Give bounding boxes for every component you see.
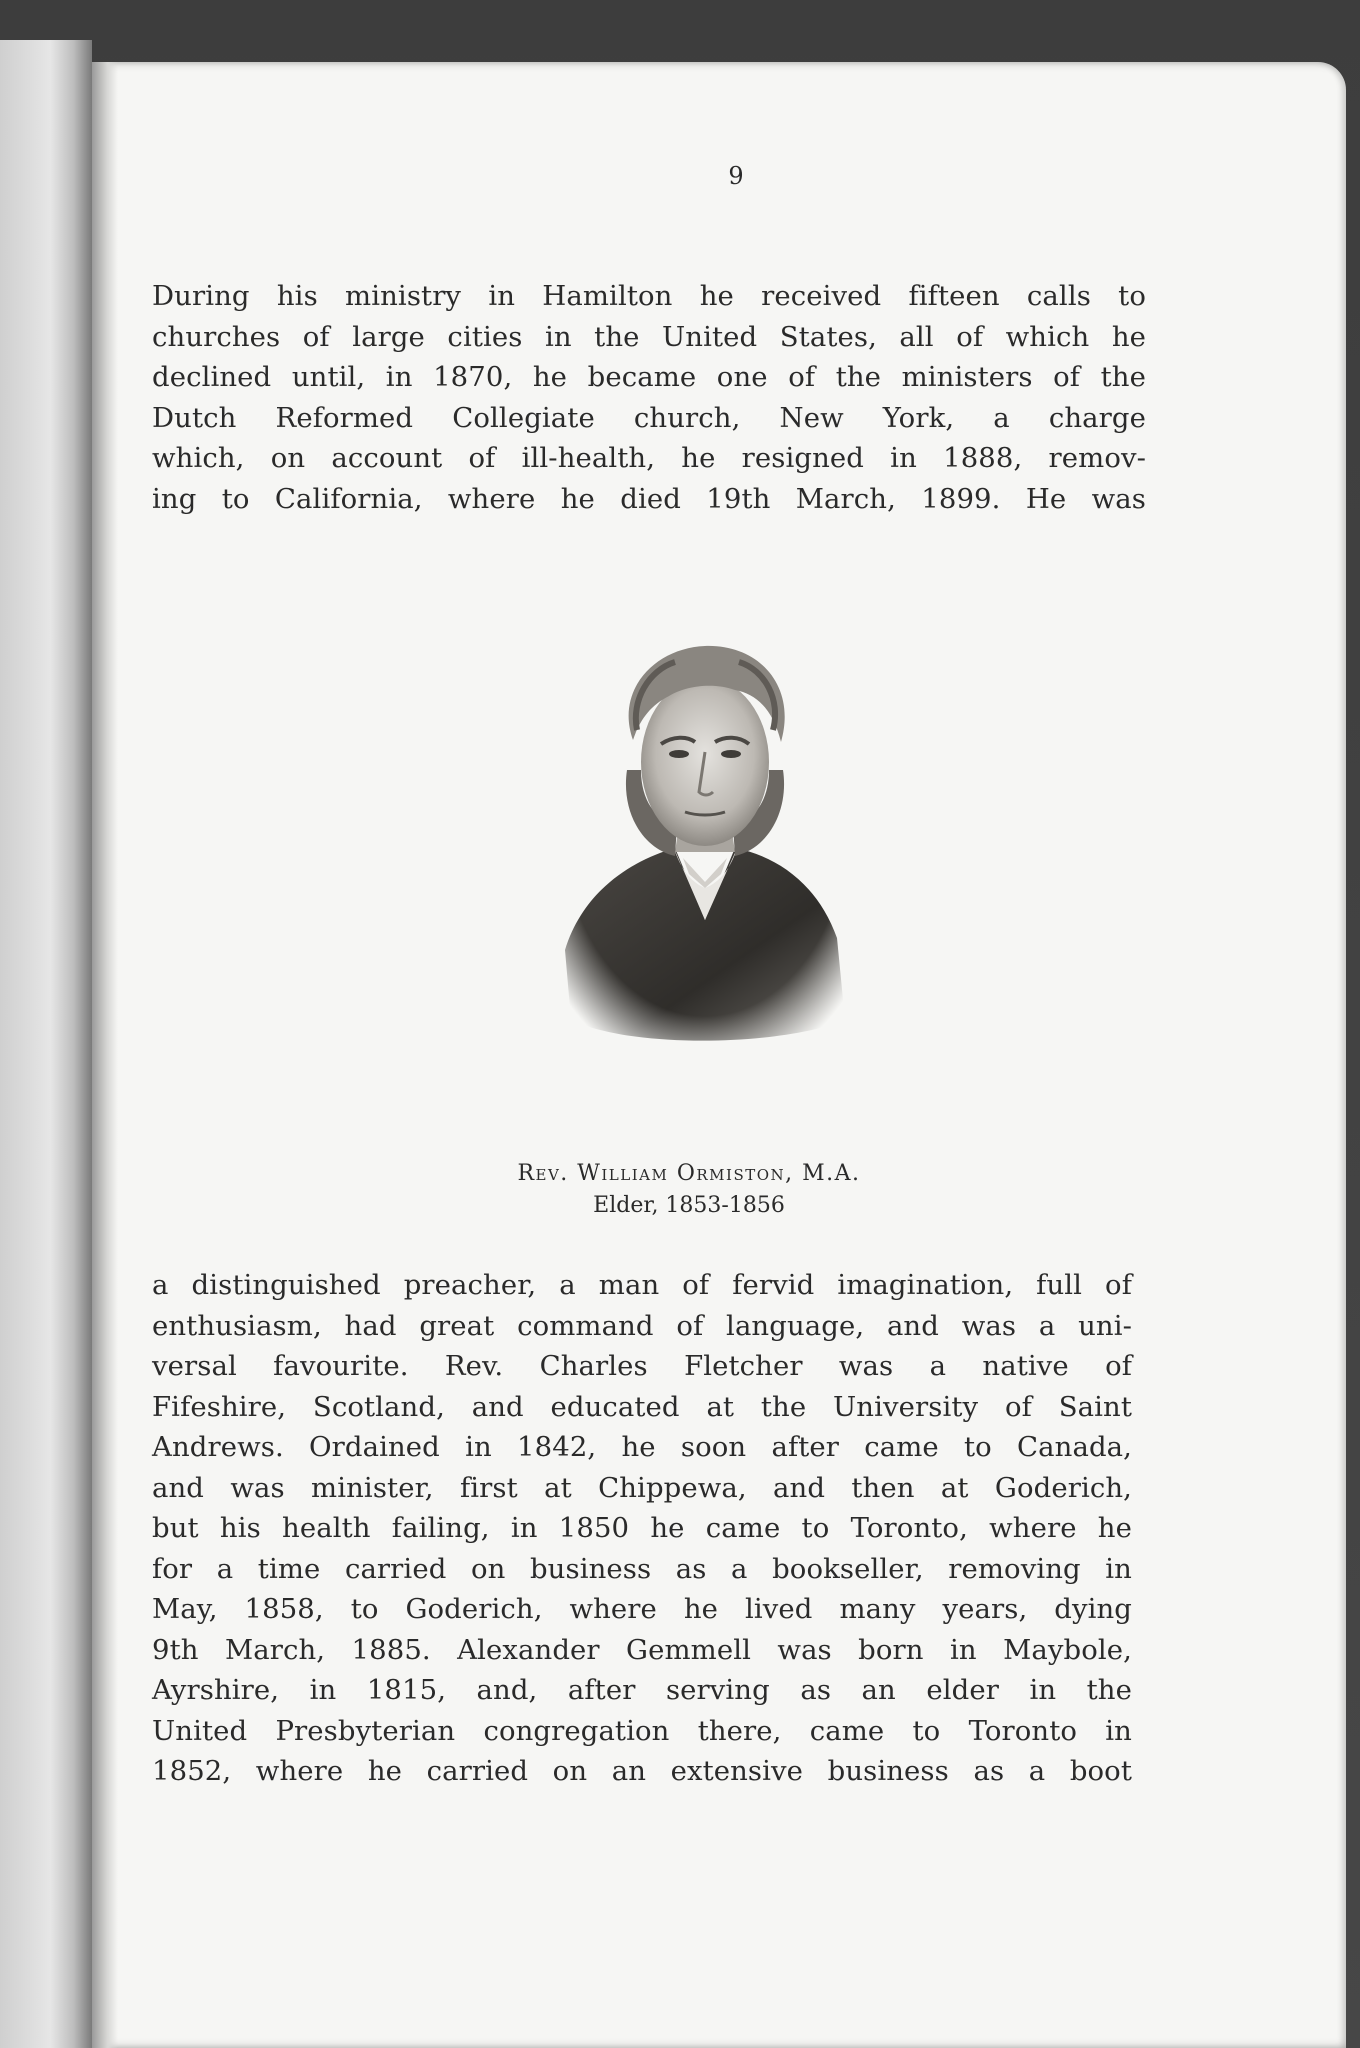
text-line: Andrews. Ordained in 1842, he soon after came to Canada, <box>152 1431 1132 1463</box>
previous-page-edge <box>0 40 92 2048</box>
paragraph-bottom <box>152 1265 1132 1792</box>
text-line: but his health failing, in 1850 he came to Toronto, where he <box>152 1512 1132 1544</box>
caption-role: Elder, 1853-1856 <box>593 1193 785 1218</box>
text-line: 1852, where he carried on an extensive business as a boot <box>152 1755 1132 1787</box>
portrait-caption <box>192 1158 1186 1222</box>
text-line: enthusiasm, had great command of language, and was a uni- <box>152 1309 1132 1342</box>
text-line: During his ministry in Hamilton he received fifteen calls to <box>152 280 1146 312</box>
text-line: Ayrshire, in 1815, and, after serving as an elder in the <box>152 1674 1132 1706</box>
text-line: Dutch Reformed Collegiate church, New York, a charge <box>152 401 1146 434</box>
page-gutter-shadow <box>92 62 118 2048</box>
text-line: May, 1858, to Goderich, where he lived many years, dying <box>152 1593 1132 1625</box>
text-line: and was minister, first at Chippewa, and then at Goderich, <box>152 1471 1132 1504</box>
caption-name: Rev. William Ormiston, M.A. <box>517 1161 861 1186</box>
paragraph-top <box>152 276 1146 519</box>
text-line: which, on account of ill-health, he resigned in 1888, remov- <box>152 442 1146 474</box>
text-line: churches of large cities in the United States, all of which he <box>152 320 1146 353</box>
page-number: 9 <box>728 162 744 190</box>
text-line: ing to California, where he died 19th March, 1899. He was <box>152 482 1146 515</box>
text-line: declined until, in 1870, he became one of the ministers of the <box>152 361 1146 393</box>
text-line: versal favourite. Rev. Charles Fletcher was a native of <box>152 1350 1132 1382</box>
text-line: a distinguished preacher, a man of fervid imagination, full of <box>152 1269 1132 1301</box>
text-line: 9th March, 1885. Alexander Gemmell was born in Maybole, <box>152 1633 1132 1666</box>
portrait-engraving <box>545 620 865 1060</box>
text-line: for a time carried on business as a bookseller, removing in <box>152 1552 1132 1585</box>
text-line: Fifeshire, Scotland, and educated at the University of Saint <box>152 1390 1132 1423</box>
text-line: United Presbyterian congregation there, came to Toronto in <box>152 1714 1132 1747</box>
